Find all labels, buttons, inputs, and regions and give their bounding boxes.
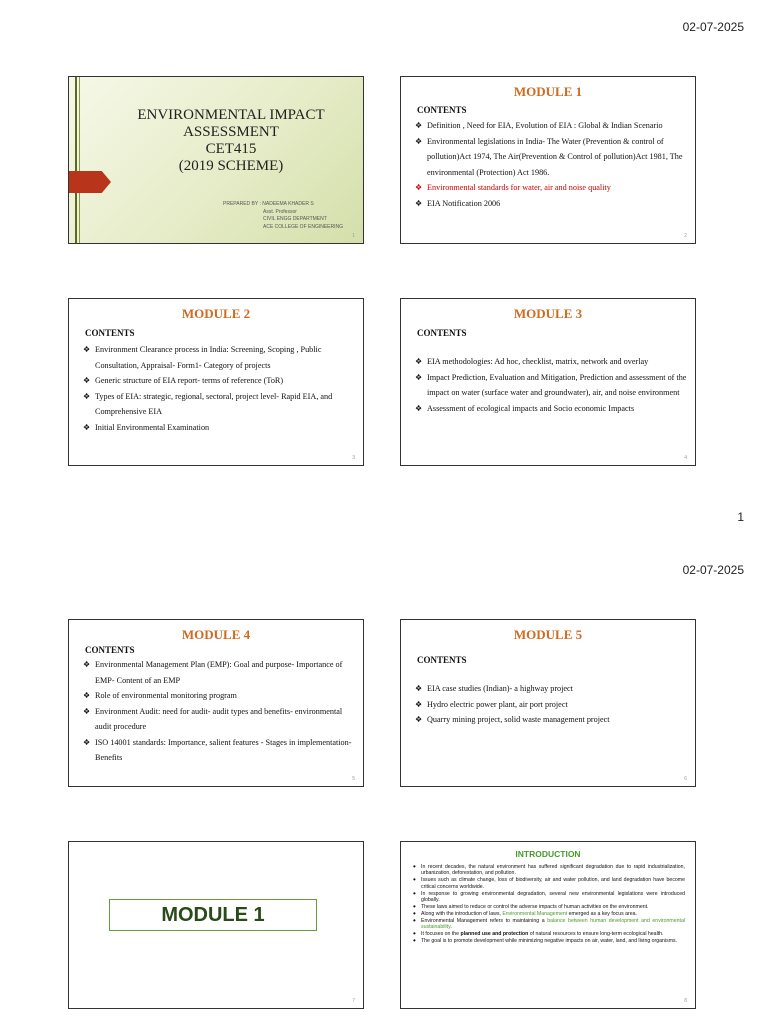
list-item: • Along with the introduction of laws, Environmental Management emerged as a key focus area. — [413, 908, 637, 918]
list-item: ❖ Quarry mining project, solid waste management project — [415, 712, 687, 728]
diamond-bullet-icon: ❖ — [415, 684, 423, 693]
slide-number: 2 — [684, 233, 687, 239]
prepared-line: ACE COLLEGE OF ENGINEERING — [263, 223, 344, 230]
list-item: ❖ Environmental legislations in India- The Water (Prevention & control of pollution)Act 1974, The Air(Prevention & Control of pollution)Act 1981, The environmental (Protection) Act 1986. — [415, 134, 687, 181]
list-item: ❖ EIA methodologies: Ad hoc, checklist, matrix, network and overlay — [415, 354, 687, 370]
slide-title: INTRODUCTION — [515, 849, 581, 859]
title-line: ASSESSMENT — [183, 124, 279, 140]
diamond-bullet-icon: ❖ — [83, 706, 91, 716]
title-line: CET415 — [205, 141, 257, 157]
list-item: • In recent decades, the natural environment has suffered significant degradation due to rapid industrialization, urbanization, deforestation, and pollution. — [413, 862, 685, 877]
list-item: ❖ Role of environmental monitoring program — [83, 688, 355, 704]
module3-slide — [400, 298, 696, 466]
page-number: 1 — [737, 510, 744, 524]
list-item: ❖ Environment Audit: need for audit- audit types and benefits- environmental audit procedure — [83, 704, 355, 735]
page-date: 02-07-2025 — [682, 563, 744, 577]
module4-slide — [68, 619, 364, 787]
module-title: MODULE 2 — [181, 306, 251, 321]
list-item: • It focuses on the planned use and protection of natural resources to ensure long-term ecological health. — [413, 929, 664, 939]
slide-number: 6 — [684, 776, 687, 782]
diamond-bullet-icon: ❖ — [415, 198, 423, 208]
list-item: • The goal is to promote development while minimizing negative impacts on air, water, land, and living organisms. — [413, 935, 678, 945]
list-item: ❖ EIA case studies (Indian)- a highway project — [415, 681, 687, 697]
slide-number: 1 — [352, 233, 355, 239]
diamond-bullet-icon: ❖ — [83, 391, 91, 401]
list-item: • These laws aimed to reduce or control the adverse impacts of human activities on the environment. — [413, 901, 649, 911]
contents-label: CONTENTS — [85, 328, 135, 338]
prepared-line: PREPARED BY : NADEEMA KHADER S — [223, 201, 314, 207]
red-arrow-shape — [69, 171, 111, 193]
decorative-bar — [75, 77, 77, 243]
diamond-bullet-icon: ❖ — [415, 372, 423, 382]
list-item: ❖ Impact Prediction, Evaluation and Mitigation, Prediction and assessment of the impact on water (surface water and groundwater), air, and noise environment — [415, 370, 687, 401]
diamond-bullet-icon: ❖ — [83, 660, 91, 669]
list-item: ❖ Environment Clearance process in India: Screening, Scoping , Public Consultation, Appraisal- Form1- Category of projects — [83, 342, 355, 373]
list-item: ❖ Environmental standards for water, air and noise quality — [415, 180, 687, 196]
diamond-bullet-icon: ❖ — [415, 136, 423, 146]
slide-number: 3 — [352, 455, 355, 461]
diamond-bullet-icon: ❖ — [415, 699, 423, 709]
list-item: ❖ Definition , Need for EIA, Evolution of EIA : Global & Indian Scenario — [415, 118, 687, 134]
prepared-by — [223, 201, 343, 231]
diamond-bullet-icon: ❖ — [83, 691, 91, 700]
slide-number: 8 — [684, 998, 687, 1004]
contents-label: CONTENTS — [85, 645, 135, 655]
module1-title-slide — [68, 841, 364, 1009]
list-item: ❖ ISO 14001 standards: Importance, salient features - Stages in implementation- Benefits — [83, 735, 355, 766]
module-title: MODULE 5 — [513, 627, 583, 642]
list-item: ❖ Initial Environmental Examination — [83, 420, 355, 436]
diamond-bullet-icon: ❖ — [415, 183, 423, 192]
list-item: ❖ Environmental Management Plan (EMP): Goal and purpose- Importance of EMP- Content of an EMP — [83, 657, 355, 688]
prepared-line: Asst. Professor — [263, 208, 297, 215]
diamond-bullet-icon: ❖ — [415, 121, 423, 130]
module2-slide — [68, 298, 364, 466]
diamond-bullet-icon: ❖ — [415, 357, 423, 366]
list-item: ❖ Assessment of ecological impacts and Socio economic Impacts — [415, 401, 687, 417]
title-line: ENVIRONMENTAL IMPACT — [137, 107, 325, 123]
diamond-bullet-icon: ❖ — [83, 376, 91, 385]
diamond-bullet-icon: ❖ — [83, 345, 91, 354]
slide-number: 4 — [684, 455, 687, 461]
module-title: MODULE 4 — [181, 627, 251, 642]
list-item: ❖ Types of EIA: strategic, regional, sectoral, project level- Rapid EIA, and Comprehensive EIA — [83, 389, 355, 420]
list-item: ❖ EIA Notification 2006 — [415, 196, 687, 212]
diamond-bullet-icon: ❖ — [415, 715, 423, 724]
module-title: MODULE 3 — [513, 306, 583, 321]
contents-label: CONTENTS — [417, 328, 467, 338]
slide-number: 7 — [352, 998, 355, 1004]
contents-label: CONTENTS — [417, 655, 467, 665]
diamond-bullet-icon: ❖ — [83, 422, 91, 432]
prepared-line: CIVIL ENGG DEPARTMENT — [263, 216, 327, 222]
module1-slide — [400, 76, 696, 244]
list-item: • Environmental Management refers to maintaining a balance between human development and environmental sustainability. — [413, 915, 686, 931]
module5-slide — [400, 619, 696, 787]
page-date: 02-07-2025 — [682, 20, 744, 34]
module-label-box: MODULE 1 — [109, 899, 317, 931]
introduction-slide — [400, 841, 696, 1009]
diamond-bullet-icon: ❖ — [415, 403, 423, 413]
contents-label: CONTENTS — [417, 105, 467, 115]
module-title: MODULE 1 — [513, 84, 583, 99]
list-item: • Issues such as climate change, loss of biodiversity, air and water pollution, and land degradation have become critical concerns worldwide. — [413, 875, 685, 890]
title-line: (2019 SCHEME) — [178, 158, 284, 174]
course-title — [109, 107, 353, 175]
title-slide — [68, 76, 364, 244]
diamond-bullet-icon: ❖ — [83, 737, 91, 747]
list-item: • In response to growing environmental degradation, several new environmental legislations were introduced globally. — [413, 888, 685, 904]
list-item: ❖ Generic structure of EIA report- terms of reference (ToR) — [83, 373, 355, 389]
list-item: ❖ Hydro electric power plant, air port project — [415, 697, 687, 713]
slide-number: 5 — [352, 776, 355, 782]
decorative-bar — [79, 77, 80, 243]
